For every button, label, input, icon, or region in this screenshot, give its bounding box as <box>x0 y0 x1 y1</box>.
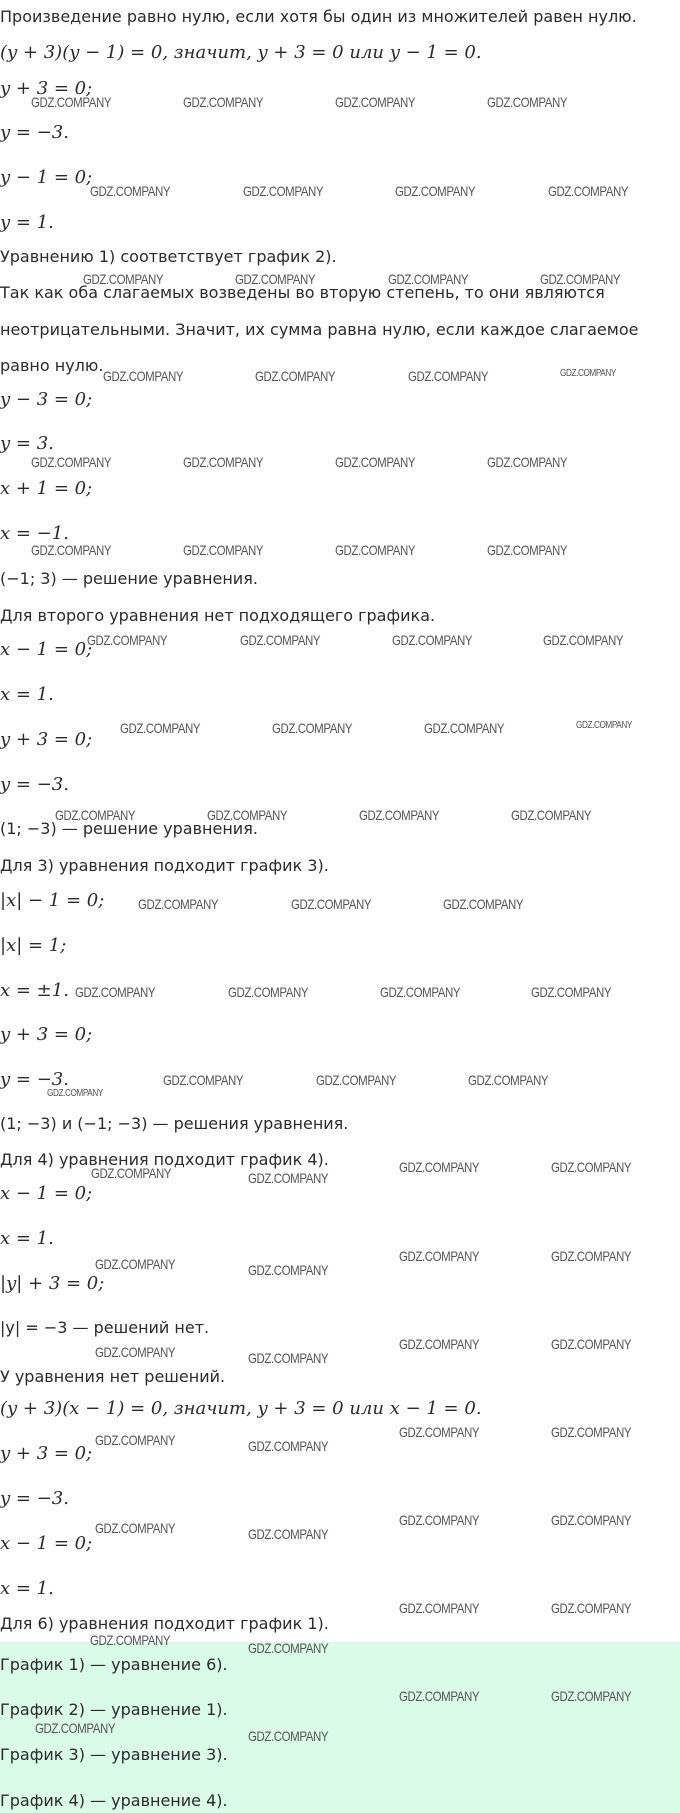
solution-line: У уравнения нет решений. <box>0 1367 226 1386</box>
watermark: GDZ.COMPANY <box>468 1072 549 1088</box>
watermark: GDZ.COMPANY <box>531 984 612 1000</box>
watermark: GDZ.COMPANY <box>163 1072 244 1088</box>
watermark: GDZ.COMPANY <box>87 632 168 648</box>
watermark: GDZ.COMPANY <box>83 271 164 287</box>
watermark: GDZ.COMPANY <box>272 720 353 736</box>
solution-line: y − 1 = 0; <box>0 167 93 188</box>
solution-line: Для 3) уравнения подходит график 3). <box>0 856 329 875</box>
watermark: GDZ.COMPANY <box>408 368 489 384</box>
solution-line: y = −3. <box>0 122 69 143</box>
watermark: GDZ.COMPANY <box>335 454 416 470</box>
watermark: GDZ.COMPANY <box>235 271 316 287</box>
watermark: GDZ.COMPANY <box>487 454 568 470</box>
watermark: GDZ.COMPANY <box>95 1344 176 1360</box>
watermark: GDZ.COMPANY <box>95 1520 176 1536</box>
watermark: GDZ.COMPANY <box>183 94 264 110</box>
solution-line: Для 4) уравнения подходит график 4). <box>0 1150 329 1169</box>
watermark: GDZ.COMPANY <box>95 1432 176 1448</box>
watermark: GDZ.COMPANY <box>183 454 264 470</box>
watermark: GDZ.COMPANY <box>103 368 184 384</box>
solution-line: x = 1. <box>0 1228 54 1249</box>
solution-line: x = ±1. <box>0 980 69 1001</box>
solution-line: y + 3 = 0; <box>0 78 93 99</box>
solution-line: y − 3 = 0; <box>0 389 93 410</box>
solution-line: x = 1. <box>0 1578 54 1599</box>
watermark: GDZ.COMPANY <box>228 984 309 1000</box>
watermark: GDZ.COMPANY <box>248 1728 329 1744</box>
watermark: GDZ.COMPANY <box>424 720 505 736</box>
solution-line: x − 1 = 0; <box>0 1533 93 1554</box>
solution-line: y + 3 = 0; <box>0 729 93 750</box>
solution-line: Так как оба слагаемых возведены во вторую степень, то они являются <box>0 283 605 302</box>
watermark: GDZ.COMPANY <box>91 1165 172 1181</box>
watermark: GDZ.COMPANY <box>560 368 616 379</box>
watermark: GDZ.COMPANY <box>291 896 372 912</box>
solution-line: y = −3. <box>0 1069 69 1090</box>
solution-line: x − 1 = 0; <box>0 1183 93 1204</box>
answer-line: График 4) — уравнение 4). <box>0 1791 228 1810</box>
watermark: GDZ.COMPANY <box>576 720 632 731</box>
solution-line: |x| = 1; <box>0 935 67 956</box>
solution-line: |y| + 3 = 0; <box>0 1273 105 1294</box>
watermark: GDZ.COMPANY <box>335 94 416 110</box>
watermark: GDZ.COMPANY <box>248 1350 329 1366</box>
watermark: GDZ.COMPANY <box>399 1424 480 1440</box>
watermark: GDZ.COMPANY <box>551 1159 632 1175</box>
watermark: GDZ.COMPANY <box>95 1256 176 1272</box>
solution-line: Для 6) уравнения подходит график 1). <box>0 1614 329 1633</box>
solution-line: Для второго уравнения нет подходящего графика. <box>0 606 436 625</box>
solution-line: (1; −3) и (−1; −3) — решения уравнения. <box>0 1114 349 1133</box>
solution-line: равно нулю. <box>0 356 104 375</box>
solution-line: (y + 3)(y − 1) = 0, значит, y + 3 = 0 или y − 1 = 0. <box>0 42 482 63</box>
watermark: GDZ.COMPANY <box>551 1424 632 1440</box>
solution-line: x = 1. <box>0 684 54 705</box>
solution-line: y + 3 = 0; <box>0 1443 93 1464</box>
watermark: GDZ.COMPANY <box>35 1720 116 1736</box>
watermark: GDZ.COMPANY <box>399 1688 480 1704</box>
watermark: GDZ.COMPANY <box>248 1438 329 1454</box>
watermark: GDZ.COMPANY <box>399 1159 480 1175</box>
watermark: GDZ.COMPANY <box>90 1632 171 1648</box>
watermark: GDZ.COMPANY <box>551 1248 632 1264</box>
watermark: GDZ.COMPANY <box>551 1688 632 1704</box>
watermark: GDZ.COMPANY <box>255 368 336 384</box>
watermark: GDZ.COMPANY <box>75 984 156 1000</box>
watermark: GDZ.COMPANY <box>540 271 621 287</box>
watermark: GDZ.COMPANY <box>395 183 476 199</box>
watermark: GDZ.COMPANY <box>31 454 112 470</box>
watermark: GDZ.COMPANY <box>120 720 201 736</box>
watermark: GDZ.COMPANY <box>248 1640 329 1656</box>
watermark: GDZ.COMPANY <box>240 632 321 648</box>
watermark: GDZ.COMPANY <box>207 807 288 823</box>
watermark: GDZ.COMPANY <box>243 183 324 199</box>
solution-line: y = −3. <box>0 774 69 795</box>
watermark: GDZ.COMPANY <box>90 183 171 199</box>
watermark: GDZ.COMPANY <box>380 984 461 1000</box>
solution-line: y = 3. <box>0 433 54 454</box>
solution-line: (y + 3)(x − 1) = 0, значит, y + 3 = 0 или x − 1 = 0. <box>0 1398 482 1419</box>
watermark: GDZ.COMPANY <box>183 542 264 558</box>
watermark: GDZ.COMPANY <box>47 1088 103 1099</box>
watermark: GDZ.COMPANY <box>543 632 624 648</box>
watermark: GDZ.COMPANY <box>443 896 524 912</box>
watermark: GDZ.COMPANY <box>399 1336 480 1352</box>
solution-line: y = −3. <box>0 1488 69 1509</box>
watermark: GDZ.COMPANY <box>335 542 416 558</box>
watermark: GDZ.COMPANY <box>55 807 136 823</box>
watermark: GDZ.COMPANY <box>511 807 592 823</box>
answer-line: График 1) — уравнение 6). <box>0 1655 228 1674</box>
solution-line: (1; −3) — решение уравнения. <box>0 819 258 838</box>
watermark: GDZ.COMPANY <box>551 1600 632 1616</box>
watermark: GDZ.COMPANY <box>487 94 568 110</box>
watermark: GDZ.COMPANY <box>359 807 440 823</box>
watermark: GDZ.COMPANY <box>551 1512 632 1528</box>
solution-line: y + 3 = 0; <box>0 1024 93 1045</box>
watermark: GDZ.COMPANY <box>399 1248 480 1264</box>
watermark: GDZ.COMPANY <box>138 896 219 912</box>
solution-line: |y| = −3 — решений нет. <box>0 1318 210 1337</box>
solution-line: x = −1. <box>0 523 69 544</box>
watermark: GDZ.COMPANY <box>388 271 469 287</box>
watermark: GDZ.COMPANY <box>248 1262 329 1278</box>
solution-line: y = 1. <box>0 212 54 233</box>
solution-line: x + 1 = 0; <box>0 478 93 499</box>
solution-line: неотрицательными. Значит, их сумма равна нулю, если каждое слагаемое <box>0 320 639 339</box>
answer-line: График 3) — уравнение 3). <box>0 1745 228 1764</box>
watermark: GDZ.COMPANY <box>31 542 112 558</box>
solution-line: |x| − 1 = 0; <box>0 890 105 911</box>
watermark: GDZ.COMPANY <box>399 1600 480 1616</box>
watermark: GDZ.COMPANY <box>392 632 473 648</box>
watermark: GDZ.COMPANY <box>548 183 629 199</box>
solution-line: Уравнению 1) соответствует график 2). <box>0 247 337 266</box>
watermark: GDZ.COMPANY <box>316 1072 397 1088</box>
solution-line: x − 1 = 0; <box>0 639 93 660</box>
solution-line: (−1; 3) — решение уравнения. <box>0 569 258 588</box>
watermark: GDZ.COMPANY <box>399 1512 480 1528</box>
watermark: GDZ.COMPANY <box>551 1336 632 1352</box>
watermark: GDZ.COMPANY <box>248 1170 329 1186</box>
watermark: GDZ.COMPANY <box>31 94 112 110</box>
watermark: GDZ.COMPANY <box>248 1526 329 1542</box>
solution-line: Произведение равно нулю, если хотя бы один из множителей равен нулю. <box>0 7 637 26</box>
watermark: GDZ.COMPANY <box>487 542 568 558</box>
answer-line: График 2) — уравнение 1). <box>0 1700 228 1719</box>
